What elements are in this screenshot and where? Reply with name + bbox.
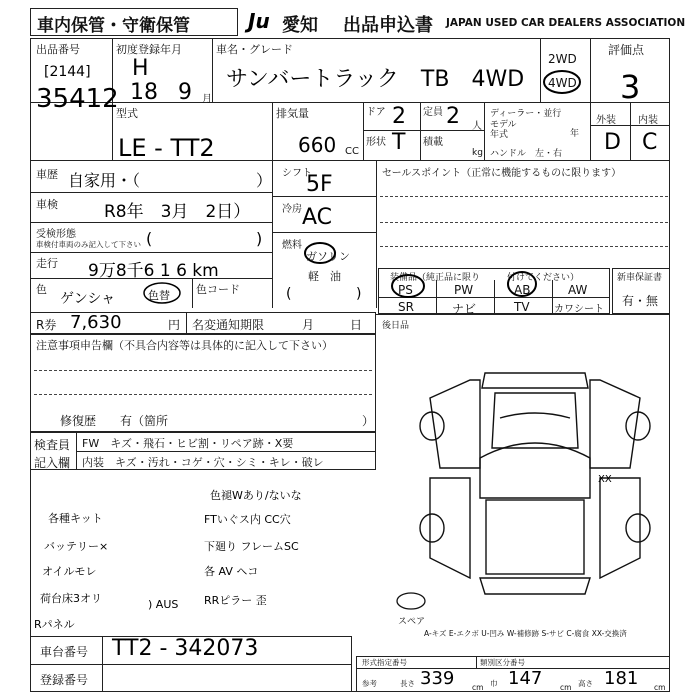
- dealer-label: ディーラー・並行: [490, 109, 562, 119]
- car-name-label: 車名・グレード: [216, 43, 293, 56]
- rating-value: 3: [620, 68, 641, 106]
- weight-label: 積載: [423, 137, 443, 148]
- spare-label: スペア: [398, 617, 426, 627]
- color-badge-circle: [142, 280, 182, 306]
- year-unit: 年: [570, 129, 580, 139]
- interior-grade: C: [642, 130, 658, 155]
- equip-sr: SR: [398, 300, 414, 314]
- car-diagram: [410, 368, 660, 608]
- rating-label: 評価点: [608, 43, 645, 57]
- fuel-gas: ガソリン: [306, 250, 350, 263]
- org-english: JAPAN USED CAR DEALERS ASSOCIATION: [446, 17, 686, 29]
- name-change-label: 名変通知期限: [192, 318, 265, 332]
- equip-navi: ナビ: [452, 302, 477, 316]
- equip-pw: PW: [454, 283, 474, 297]
- fw-row: FW キズ・飛石・ヒビ割・リペア跡・X要: [82, 437, 294, 450]
- equip-tv: TV: [514, 300, 530, 314]
- left-note-1: 各種キット: [48, 512, 103, 525]
- history-value: 自家用・（: [68, 171, 141, 190]
- height-unit: cm: [654, 683, 666, 692]
- model-year-label: モデル 年式: [490, 120, 517, 140]
- remark-2: FTいぐス内 CC穴: [204, 513, 291, 526]
- chassis-label: 車台番号: [40, 645, 89, 659]
- form-cert-label: 形式指定番号: [362, 658, 407, 667]
- spare-tire-icon: [394, 590, 428, 612]
- length-unit: cm: [472, 683, 484, 692]
- year-value: 18: [130, 80, 158, 105]
- displacement-value: 660: [298, 133, 337, 157]
- equipment-label: 装備品（純正品に限り 付けてください）: [390, 273, 580, 283]
- name-change-day: 日: [350, 318, 363, 332]
- wd4-label: 4WD: [548, 76, 577, 90]
- capacity-value: 2: [446, 104, 460, 129]
- damage-legend: A-キズ E-エクボ U-凹み W-補修跡 S-サビ C-腐食 XX-交換済: [424, 629, 627, 638]
- org-name: 愛知: [282, 15, 318, 36]
- fuel-gas-circle: [302, 240, 342, 266]
- reg-no-label: 登録番号: [40, 673, 89, 687]
- displacement-label: 排気量: [276, 107, 309, 120]
- recycle-amount: 7,630: [70, 312, 122, 333]
- exterior-label: 外装: [596, 115, 616, 126]
- fuel-paren-close: ): [356, 286, 362, 302]
- wd4-circle: [542, 68, 582, 96]
- wd2-label: 2WD: [548, 52, 577, 66]
- fuel-paren: (: [286, 286, 292, 302]
- capacity-label: 定員: [423, 107, 443, 118]
- remark-4: 各 AV ヘコ: [204, 565, 259, 578]
- mileage-value: 9万8千6 1 6 km: [88, 261, 219, 281]
- width-value: 147: [508, 668, 543, 689]
- lot-prefix: [2144]: [44, 64, 91, 80]
- shape-label: 形状: [366, 137, 386, 148]
- history-close: ）: [256, 171, 273, 190]
- warranty-label: 新車保証書: [617, 273, 663, 283]
- class-no-label: 類別区分番号: [480, 658, 525, 667]
- exterior-grade: D: [604, 130, 621, 155]
- storage-box: [30, 8, 238, 36]
- history-label: 車歴: [36, 168, 58, 181]
- reg-form-paren-close: ): [256, 229, 263, 248]
- equip-ps: PS: [398, 283, 413, 297]
- reg-form-note: 車検付車両のみ記入して下さい: [36, 240, 141, 249]
- interior-label: 内装: [638, 115, 658, 126]
- warranty-options: 有・無: [622, 294, 659, 308]
- mileage-label: 走行: [36, 257, 58, 270]
- height-label: 高さ: [578, 679, 593, 688]
- later-day-label: 後日品: [382, 321, 410, 331]
- ju-logo: Ju: [248, 9, 270, 33]
- era-value: H: [132, 56, 149, 81]
- cc-unit: CC: [345, 146, 359, 157]
- color-code-label: 色コード: [196, 283, 240, 296]
- aus-note: ) AUS: [148, 598, 179, 611]
- ac-value: AC: [302, 205, 333, 230]
- equip-seat: カワシート: [554, 304, 604, 315]
- reg-form-paren: (: [146, 229, 153, 248]
- equip-ab-circle: [502, 266, 542, 300]
- shift-value: 5F: [306, 172, 333, 197]
- length-label: 長さ: [400, 679, 415, 688]
- inspector-label: 検査員: [34, 438, 71, 452]
- reg-form-label: 受検形態: [36, 229, 76, 240]
- left-note-2: バッテリー×: [44, 540, 109, 553]
- lot-number: 35412: [36, 84, 119, 114]
- sales-point-label: セールスポイント（正常に機能するものに限ります）: [382, 168, 622, 179]
- width-label: 巾: [490, 679, 498, 688]
- chassis-value: TT2 - 342073: [112, 636, 259, 661]
- remark-5: RRピラー 歪: [204, 594, 267, 607]
- repair-close: ）: [362, 414, 375, 428]
- equip-ab: AB: [514, 283, 531, 297]
- fuel-diesel: 軽 油: [308, 270, 341, 283]
- remark-3: 下廻り フレームSC: [204, 540, 299, 553]
- repair-label: 修復歴 有（箇所: [60, 414, 169, 428]
- width-unit: cm: [560, 683, 572, 692]
- person-unit: 人: [472, 121, 482, 132]
- recycle-label: R券: [36, 318, 57, 332]
- height-value: 181: [604, 668, 639, 689]
- model-label: 型式: [116, 107, 138, 120]
- name-change-month: 月: [302, 318, 315, 332]
- color-label: 色: [36, 283, 47, 296]
- left-note-5: Rパネル: [34, 618, 75, 631]
- reference-label: 参考: [362, 679, 377, 688]
- storage-label: 車内保管・守衛保管: [37, 16, 190, 36]
- damage-mark: XX: [598, 474, 612, 485]
- doors-label: ドア: [366, 107, 386, 118]
- yen-unit: 円: [168, 318, 181, 332]
- model-value: LE - TT2: [118, 134, 215, 162]
- ac-label: 冷房: [282, 204, 302, 215]
- equip-aw: AW: [568, 283, 588, 297]
- shaken-label: 車検: [36, 198, 58, 211]
- color-value: ゲンシャ: [60, 291, 116, 307]
- color-badge: 色替: [148, 289, 170, 302]
- shape-value: T: [392, 130, 406, 155]
- remark-1: 色褪Wあり/ないな: [210, 489, 302, 502]
- lot-no-label: 出品番号: [36, 43, 80, 56]
- month-value: 9: [178, 80, 192, 105]
- left-note-3: オイルモレ: [42, 565, 97, 578]
- handle-label: ハンドル 左・右: [490, 149, 563, 159]
- shaken-value: R8年 3月 2日）: [104, 202, 251, 222]
- form-title: 出品申込書: [343, 15, 433, 36]
- inspector-label-2: 記入欄: [34, 456, 71, 470]
- car-name-value: サンバートラック TB 4WD: [226, 67, 525, 92]
- fuel-label: 燃料: [282, 240, 302, 251]
- kg-unit: kg: [472, 148, 483, 158]
- first-reg-label: 初度登録年月: [116, 43, 182, 56]
- left-note-4: 荷台床3オリ: [40, 592, 102, 605]
- doors-value: 2: [392, 104, 406, 129]
- month-unit: 月: [202, 94, 212, 105]
- shift-label: シフト: [282, 168, 312, 179]
- interior-row: 内装 キズ・汚れ・コゲ・穴・シミ・キレ・破レ: [82, 456, 324, 469]
- length-value: 339: [420, 668, 455, 689]
- notes-label: 注意事項申告欄（不具合内容等は具体的に記入して下さい）: [36, 339, 333, 352]
- equip-ps-circle: [388, 270, 428, 300]
